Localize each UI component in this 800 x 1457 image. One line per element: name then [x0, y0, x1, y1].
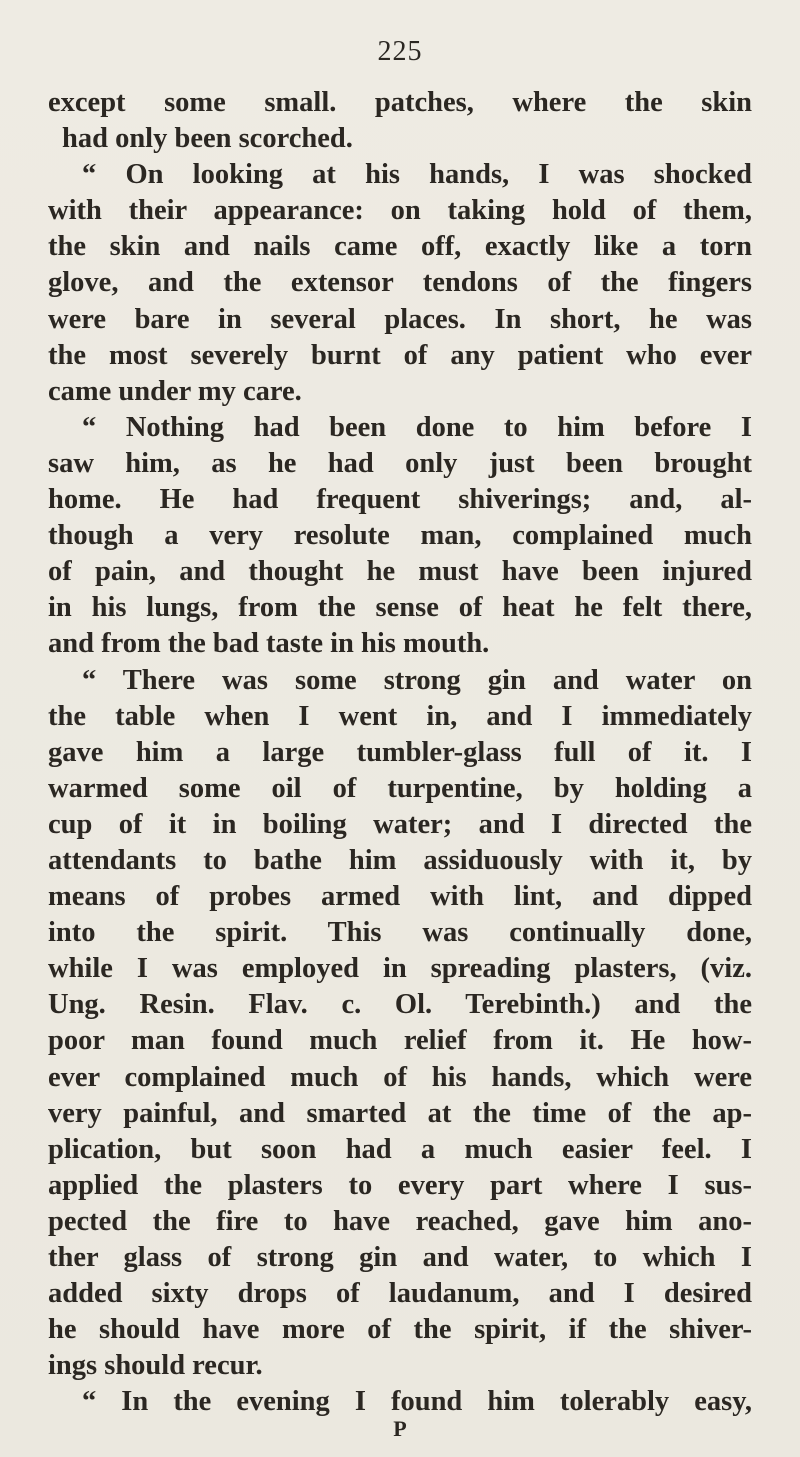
text-line: cup of it in boiling water; and I directed the — [48, 808, 752, 840]
text-line: means of probes armed with lint, and dipped — [48, 881, 752, 913]
body-text — [48, 85, 752, 1420]
text-line: except some small. patches, where the skin — [48, 87, 752, 118]
text-line: very painful, and smarted at the time of the ap- — [48, 1097, 752, 1129]
signature-mark: P — [393, 1416, 407, 1441]
text-line: in his lungs, from the sense of heat he felt there, — [48, 592, 752, 624]
text-line: gave him a large tumbler-glass full of it. I — [48, 736, 752, 768]
text-line: poor man found much relief from it. He how- — [48, 1025, 752, 1057]
text-line: pected the fire to have reached, gave him ano- — [48, 1205, 752, 1237]
text-line: with their appearance: on taking hold of them, — [48, 195, 752, 227]
text-line: “ In the evening I found him tolerably easy, — [82, 1386, 752, 1418]
text-line: had only been scorched. — [62, 123, 353, 155]
text-line: applied the plasters to every part where I sus- — [48, 1169, 752, 1201]
text-line: “ There was some strong gin and water on — [82, 664, 752, 696]
text-line: though a very resolute man, complained much — [48, 520, 752, 552]
text-line: “ Nothing had been done to him before I — [82, 411, 752, 443]
text-line: into the spirit. This was continually done, — [48, 917, 752, 949]
text-line: saw him, as he had only just been brought — [48, 447, 752, 479]
text-line: ther glass of strong gin and water, to which I — [48, 1242, 752, 1273]
page-number: 225 — [377, 36, 423, 67]
text-line: of pain, and thought he must have been injured — [48, 556, 752, 588]
text-line: glove, and the extensor tendons of the fingers — [48, 267, 752, 299]
text-line: he should have more of the spirit, if the shiver- — [48, 1314, 752, 1346]
text-line: ever complained much of his hands, which were — [48, 1061, 752, 1093]
text-line: while I was employed in spreading plasters, (viz. — [48, 953, 752, 985]
text-line: attendants to bathe him assiduously with it, by — [48, 844, 752, 876]
text-line: home. He had frequent shiverings; and, al- — [48, 484, 752, 516]
text-line: plication, but soon had a much easier feel. I — [48, 1133, 752, 1165]
text-line: “ On looking at his hands, I was shocked — [82, 159, 752, 191]
text-line: the skin and nails came off, exactly like a torn — [48, 231, 752, 263]
text-line: the table when I went in, and I immediately — [48, 700, 752, 732]
text-line: added sixty drops of laudanum, and I desired — [48, 1278, 752, 1310]
text-line: were bare in several places. In short, he was — [48, 303, 752, 335]
text-line: the most severely burnt of any patient who ever — [48, 339, 752, 371]
text-line: and from the bad taste in his mouth. — [48, 628, 490, 660]
text-line: came under my care. — [48, 375, 302, 407]
text-line: Ung. Resin. Flav. c. Ol. Terebinth.) and the — [48, 989, 752, 1021]
text-line: warmed some oil of turpentine, by holding a — [48, 772, 752, 804]
text-line: ings should recur. — [48, 1350, 263, 1382]
